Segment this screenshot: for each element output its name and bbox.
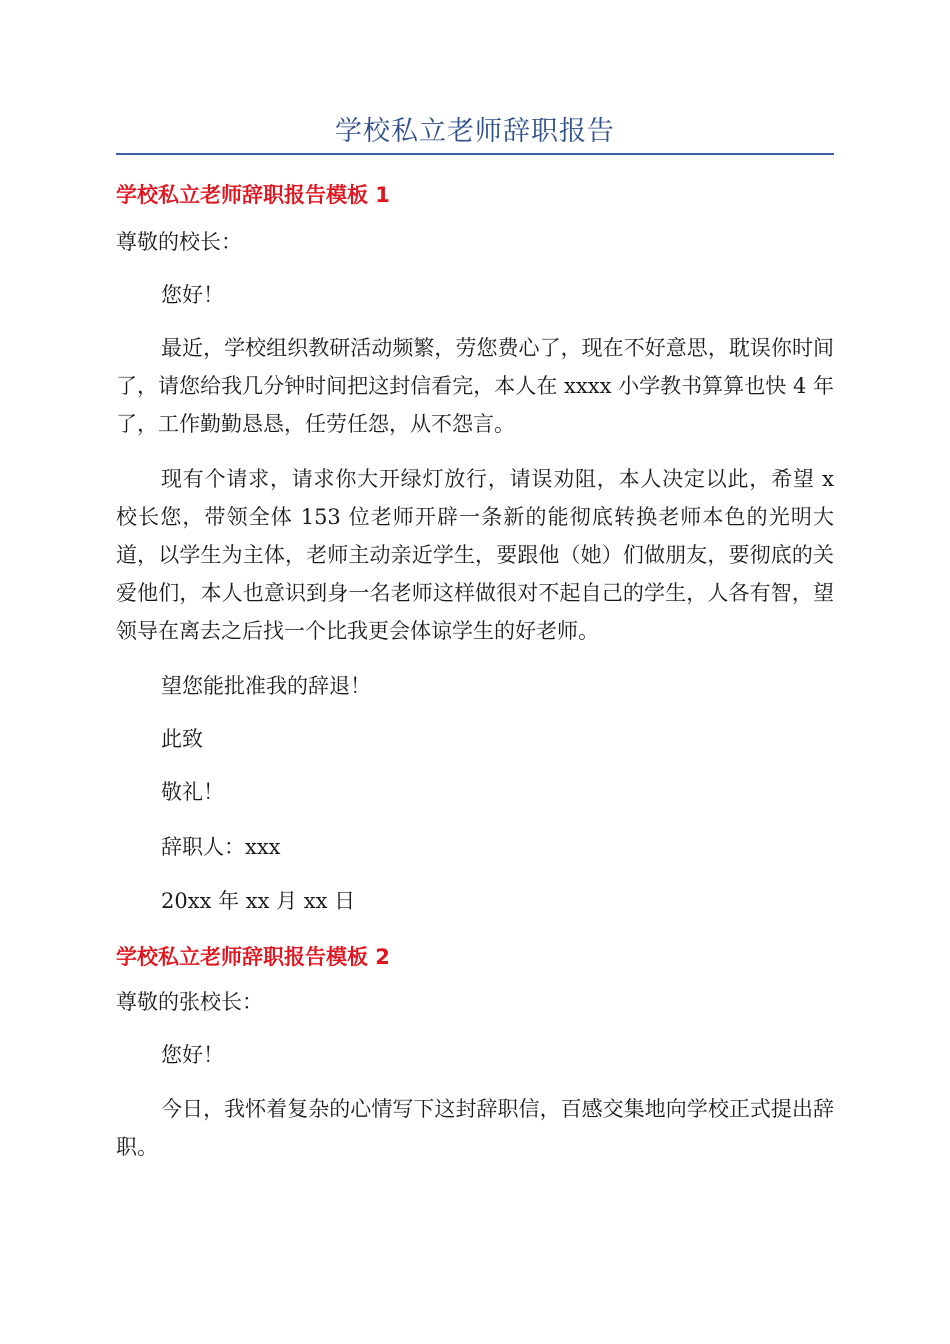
salutation-2: 尊敬的张校长： bbox=[116, 990, 263, 1014]
salutation-1: 尊敬的校长： bbox=[116, 230, 242, 254]
section-heading-2: 学校私立老师辞职报告模板 2 bbox=[116, 945, 390, 969]
signature: 辞职人：xxx bbox=[161, 835, 281, 859]
closing-salute: 敬礼！ bbox=[161, 780, 224, 804]
body-paragraph: 现有个请求，请求你大开绿灯放行，请误劝阻，本人决定以此，希望 x 校长您，带领全体 153 位老师开辟一条新的能彻底转换老师本色的光明大道，以学生为主体，老师主动亲近学生，要跟他（她）们做朋友，要彻底的关爱他们，本人也意识到身一名老师这样做很对不起自己的学生，人各有智，望领导在离去之后找一个比我更会体谅学生的好老师。 bbox=[116, 467, 834, 643]
request-line: 望您能批准我的辞退！ bbox=[161, 674, 371, 698]
document-title: 学校私立老师辞职报告 bbox=[335, 116, 615, 147]
title-divider bbox=[116, 153, 834, 155]
body-paragraph: 今日，我怀着复杂的心情写下这封辞职信，百感交集地向学校正式提出辞职。 bbox=[116, 1097, 834, 1159]
date: 20xx 年 xx 月 xx 日 bbox=[161, 889, 356, 913]
body-paragraph: 最近，学校组织教研活动频繁，劳您费心了，现在不好意思，耽误你时间了，请您给我几分钟时间把这封信看完，本人在 xxxx 小学教书算算也快 4 年了，工作勤勤恳恳，任劳任怨，从不怨言。 bbox=[116, 336, 834, 436]
greeting-2: 您好！ bbox=[161, 1043, 224, 1067]
closing-line: 此致 bbox=[161, 727, 203, 751]
section-heading-1: 学校私立老师辞职报告模板 1 bbox=[116, 183, 390, 207]
greeting-1: 您好！ bbox=[161, 283, 224, 307]
